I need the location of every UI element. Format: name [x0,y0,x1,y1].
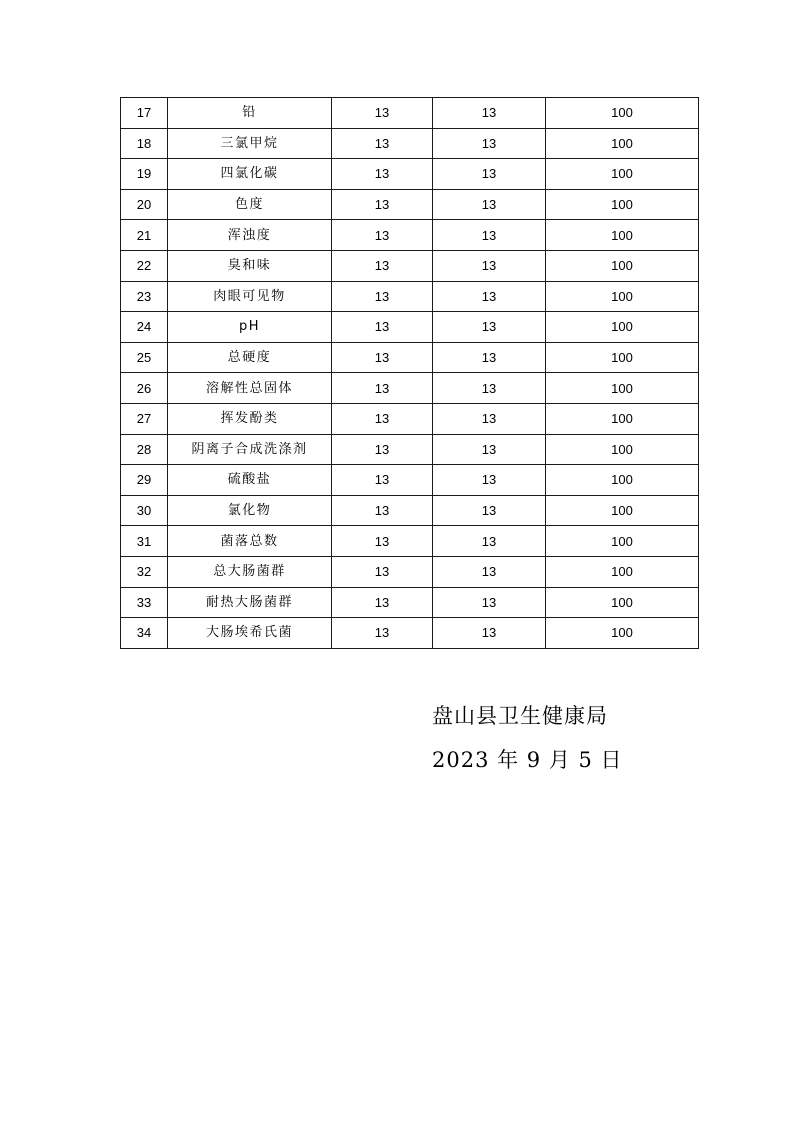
indicator-name-cell: 大肠埃希氏菌 [168,618,332,649]
samples-passed-cell: 13 [433,220,546,251]
table-row [121,434,699,465]
pass-rate-cell: 100 [546,281,699,312]
pass-rate-cell: 100 [546,189,699,220]
row-number-cell: 17 [121,98,168,129]
samples-tested-cell: 13 [332,373,433,404]
samples-passed-cell: 13 [433,556,546,587]
table-row [121,587,699,618]
indicator-name-cell: pH [168,312,332,343]
samples-passed-cell: 13 [433,618,546,649]
samples-passed-cell: 13 [433,434,546,465]
samples-tested-cell: 13 [332,250,433,281]
indicator-name-cell: 耐热大肠菌群 [168,587,332,618]
pass-rate-cell: 100 [546,526,699,557]
table-row [121,556,699,587]
table-row [121,189,699,220]
row-number-cell: 26 [121,373,168,404]
pass-rate-cell: 100 [546,128,699,159]
samples-tested-cell: 13 [332,587,433,618]
results-table [120,97,699,649]
table-row [121,159,699,190]
row-number-cell: 27 [121,403,168,434]
row-number-cell: 23 [121,281,168,312]
indicator-name-cell: 氯化物 [168,495,332,526]
table-row [121,618,699,649]
pass-rate-cell: 100 [546,495,699,526]
samples-tested-cell: 13 [332,618,433,649]
samples-passed-cell: 13 [433,189,546,220]
row-number-cell: 18 [121,128,168,159]
row-number-cell: 25 [121,342,168,373]
samples-tested-cell: 13 [332,556,433,587]
samples-tested-cell: 13 [332,342,433,373]
indicator-name-cell: 总大肠菌群 [168,556,332,587]
samples-passed-cell: 13 [433,373,546,404]
indicator-name-cell: 肉眼可见物 [168,281,332,312]
row-number-cell: 24 [121,312,168,343]
table-row [121,98,699,129]
samples-passed-cell: 13 [433,587,546,618]
samples-tested-cell: 13 [332,403,433,434]
pass-rate-cell: 100 [546,434,699,465]
pass-rate-cell: 100 [546,403,699,434]
signature-block [432,694,623,782]
samples-passed-cell: 13 [433,159,546,190]
indicator-name-cell: 臭和味 [168,250,332,281]
samples-tested-cell: 13 [332,465,433,496]
samples-passed-cell: 13 [433,495,546,526]
indicator-name-cell: 菌落总数 [168,526,332,557]
samples-tested-cell: 13 [332,434,433,465]
pass-rate-cell: 100 [546,250,699,281]
samples-passed-cell: 13 [433,403,546,434]
indicator-name-cell: 色度 [168,189,332,220]
indicator-name-cell: 浑浊度 [168,220,332,251]
table-row [121,342,699,373]
pass-rate-cell: 100 [546,556,699,587]
pass-rate-cell: 100 [546,159,699,190]
pass-rate-cell: 100 [546,587,699,618]
pass-rate-cell: 100 [546,312,699,343]
row-number-cell: 29 [121,465,168,496]
samples-passed-cell: 13 [433,98,546,129]
row-number-cell: 19 [121,159,168,190]
indicator-name-cell: 溶解性总固体 [168,373,332,404]
samples-passed-cell: 13 [433,128,546,159]
samples-tested-cell: 13 [332,189,433,220]
pass-rate-cell: 100 [546,98,699,129]
pass-rate-cell: 100 [546,618,699,649]
row-number-cell: 31 [121,526,168,557]
table-row [121,220,699,251]
indicator-name-cell: 铅 [168,98,332,129]
samples-passed-cell: 13 [433,465,546,496]
samples-passed-cell: 13 [433,526,546,557]
pass-rate-cell: 100 [546,342,699,373]
table-body [121,98,699,649]
samples-passed-cell: 13 [433,312,546,343]
samples-passed-cell: 13 [433,250,546,281]
table-row [121,403,699,434]
row-number-cell: 33 [121,587,168,618]
row-number-cell: 30 [121,495,168,526]
table-row [121,128,699,159]
indicator-name-cell: 硫酸盐 [168,465,332,496]
row-number-cell: 34 [121,618,168,649]
table-row [121,250,699,281]
row-number-cell: 32 [121,556,168,587]
samples-tested-cell: 13 [332,526,433,557]
row-number-cell: 22 [121,250,168,281]
table-row [121,495,699,526]
samples-tested-cell: 13 [332,281,433,312]
indicator-name-cell: 三氯甲烷 [168,128,332,159]
samples-tested-cell: 13 [332,312,433,343]
samples-tested-cell: 13 [332,495,433,526]
samples-tested-cell: 13 [332,159,433,190]
row-number-cell: 20 [121,189,168,220]
samples-tested-cell: 13 [332,128,433,159]
samples-tested-cell: 13 [332,98,433,129]
samples-tested-cell: 13 [332,220,433,251]
table-row [121,312,699,343]
samples-passed-cell: 13 [433,281,546,312]
table-row [121,526,699,557]
table-row [121,373,699,404]
indicator-name-cell: 总硬度 [168,342,332,373]
pass-rate-cell: 100 [546,465,699,496]
row-number-cell: 21 [121,220,168,251]
issue-date: 2023 年 9 月 5 日 [432,748,623,772]
issuing-organization: 盘山县卫生健康局 [432,704,608,728]
indicator-name-cell: 阴离子合成洗涤剂 [168,434,332,465]
pass-rate-cell: 100 [546,220,699,251]
indicator-name-cell: 挥发酚类 [168,403,332,434]
row-number-cell: 28 [121,434,168,465]
table-row [121,465,699,496]
table-row [121,281,699,312]
pass-rate-cell: 100 [546,373,699,404]
indicator-name-cell: 四氯化碳 [168,159,332,190]
samples-passed-cell: 13 [433,342,546,373]
